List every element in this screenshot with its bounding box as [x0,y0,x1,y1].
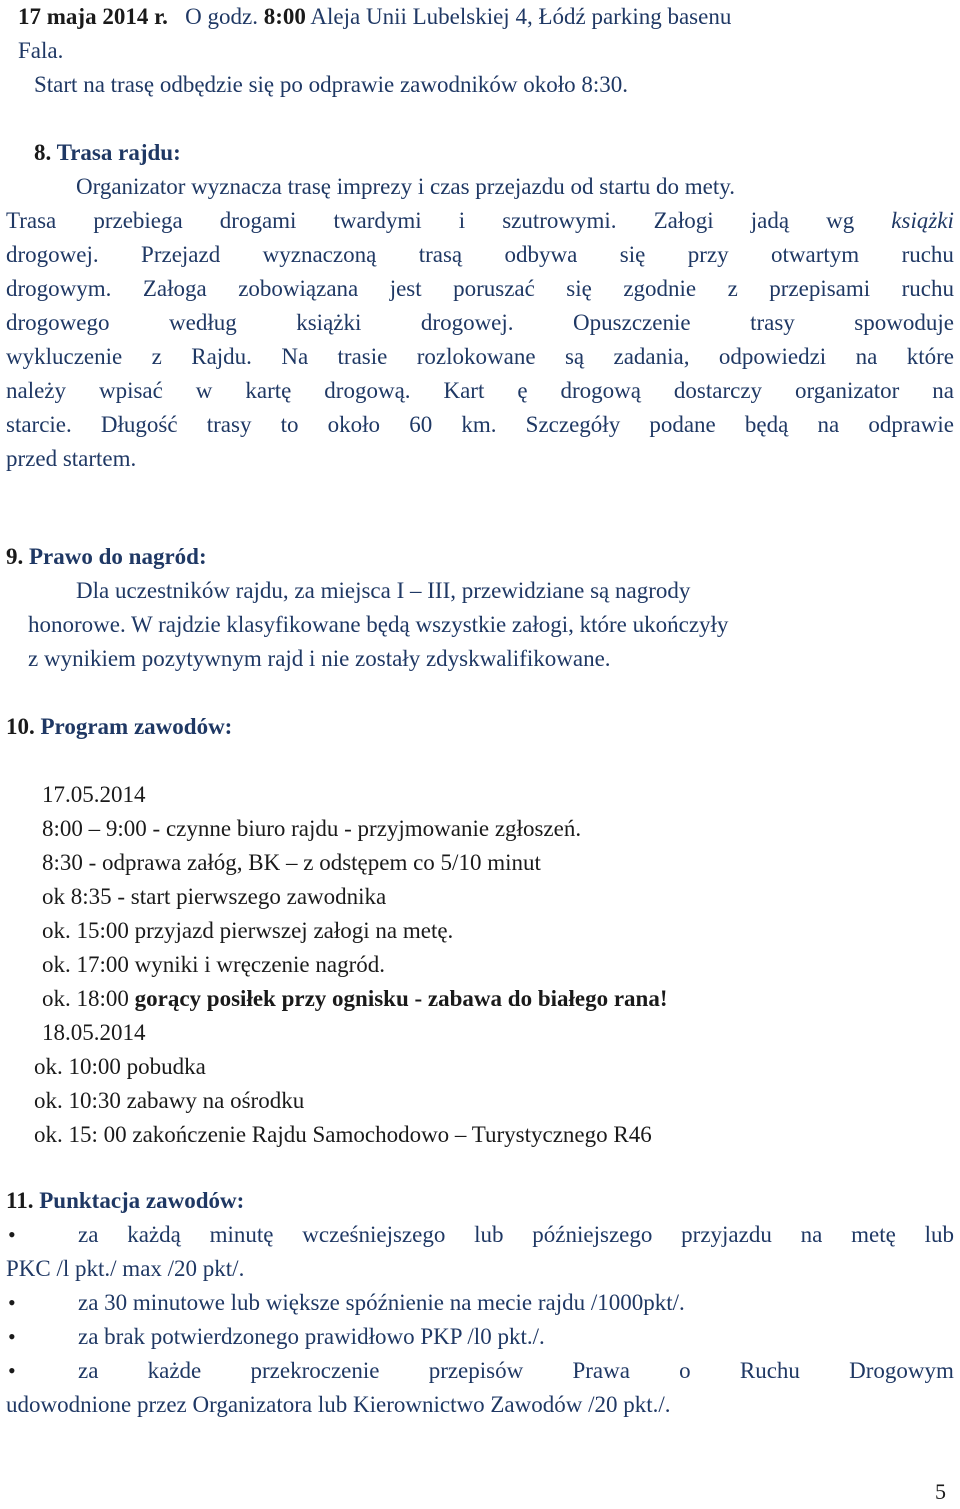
scoring-item-4-line-2: udowodnione przez Organizatora lub Kierownictwo Zawodów /20 pkt./. [6,1392,671,1417]
scoring-item-4-line-1: za każde przekroczenie przepisów Prawa o Ruchu Drogowym [78,1358,954,1383]
section-8-line-2: Trasa przebiega drogami twardymi i szutrowymi. Załogi jadą wg książki [6,208,954,233]
program-item-date-1: 17.05.2014 [42,782,146,807]
page-number: 5 [935,1479,946,1504]
program-item: 8:00 – 9:00 - czynne biuro rajdu - przyjmowanie zgłoszeń. [42,816,582,841]
section-9-line-3: z wynikiem pozytywnym rajd i nie zostały zdyskwalifikowane. [28,646,611,671]
scoring-item-1-line-1: za każdą minutę wcześniejszego lub późniejszego przyjazdu na metę lub [78,1222,954,1247]
program-item: ok. 17:00 wyniki i wręczenie nagród. [42,952,385,977]
section-10-heading: 10. Program zawodów: [6,714,233,739]
program-item: ok. 15: 00 zakończenie Rajdu Samochodowo – Turystycznego R46 [34,1122,652,1147]
section-8-heading: 8. Trasa rajdu: [34,140,181,165]
intro-date: 17 maja 2014 r. [18,4,168,29]
intro-time-place: O godz. [173,4,264,29]
section-8-line-3: drogowej. Przejazd wyznaczoną trasą odbywa się przy otwartym ruchu [6,242,954,267]
section-8-line-1: Organizator wyznacza trasę imprezy i czas przejazdu od startu do mety. [76,174,736,199]
bullet-icon: • [8,1290,16,1315]
section-8-line-4: drogowym. Załoga zobowiązana jest poruszać się zgodnie z przepisami ruchu [6,276,954,301]
program-item-date-2: 18.05.2014 [42,1020,146,1045]
bullet-icon: • [8,1358,16,1383]
scoring-item-3: za brak potwierdzonego prawidłowo PKP /l0 pkt./. [78,1324,545,1349]
section-9-heading: 9. Prawo do nagród: [6,544,207,569]
intro-line-3: Start na trasę odbędzie się po odprawie zawodników około 8:30. [34,72,629,97]
bullet-icon: • [8,1324,16,1349]
program-item: ok. 18:00 gorący posiłek przy ognisku - zabawa do białego rana! [42,986,668,1011]
program-item: ok. 10:30 zabawy na ośrodku [34,1088,305,1113]
scoring-item-2: za 30 minutowe lub większe spóźnienie na mecie rajdu /1000pkt/. [78,1290,685,1315]
section-8-line-5: drogowego według książki drogowej. Opuszczenie trasy spowoduje [6,310,954,335]
section-11-heading: 11. Punktacja zawodów: [6,1188,245,1213]
section-8-line-9: przed startem. [6,446,137,471]
intro-line-1: 17 maja 2014 r. O godz. 8:00 Aleja Unii Lubelskiej 4, Łódź parking basenu [18,4,732,29]
program-item: ok. 15:00 przyjazd pierwszej załogi na metę. [42,918,454,943]
program-item: ok 8:35 - start pierwszego zawodnika [42,884,387,909]
program-item: ok. 10:00 pobudka [34,1054,206,1079]
section-8-line-8: starcie. Długość trasy to około 60 km. Szczegóły podane będą na odprawie [6,412,954,437]
section-8-line-6: wykluczenie z Rajdu. Na trasie rozlokowane są zadania, odpowiedzi na które [6,344,954,369]
section-9-line-1: Dla uczestników rajdu, za miejsca I – III, przewidziane są nagrody [76,578,691,603]
intro-line-2: Fala. [18,38,64,63]
program-item: 8:30 - odprawa załóg, BK – z odstępem co 5/10 minut [42,850,541,875]
bullet-icon: • [8,1222,16,1247]
section-9-line-2: honorowe. W rajdzie klasyfikowane będą wszystkie załogi, które ukończyły [28,612,729,637]
program-item-highlight: gorący posiłek przy ognisku - zabawa do białego rana! [134,986,668,1011]
scoring-item-1-line-2: PKC /l pkt./ max /20 pkt/. [6,1256,245,1281]
section-8-line-7: należy wpisać w kartę drogową. Kart ę drogową dostarczy organizator na [6,378,954,403]
